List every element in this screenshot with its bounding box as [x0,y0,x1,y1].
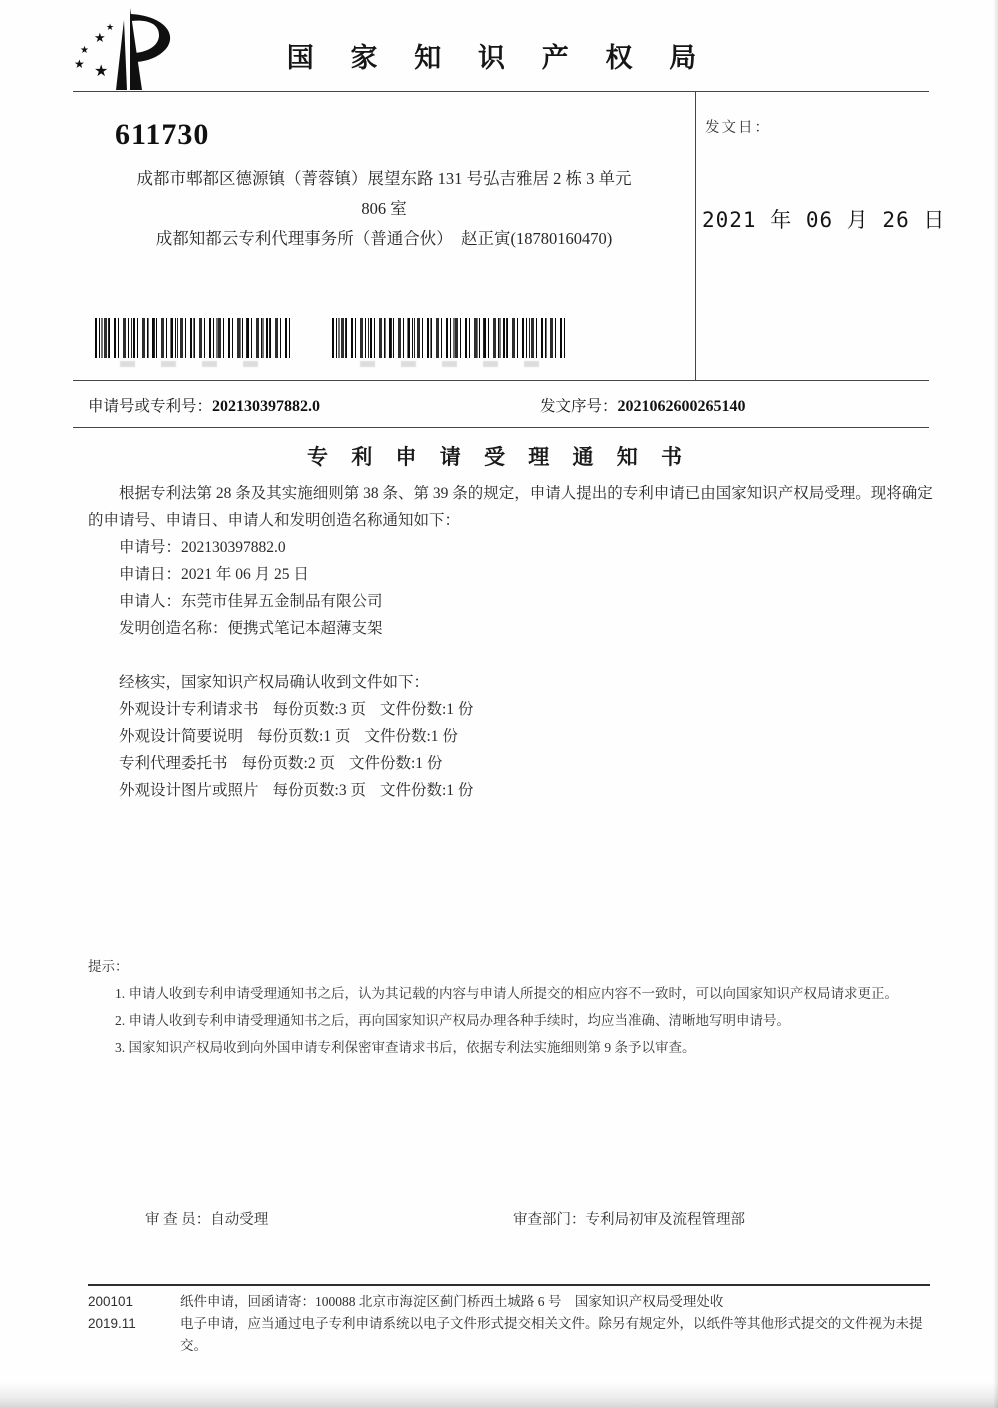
file-name: 专利代理委托书 [119,755,228,772]
svg-text:★: ★ [106,22,115,32]
field-label: 发明创造名称： [119,620,228,637]
field-application-number [88,534,933,561]
field-label: 申请号： [119,539,182,556]
received-files-intro: 经核实，国家知识产权局确认收到文件如下： [119,674,430,691]
file-name: 外观设计简要说明 [119,728,244,745]
file-pages: 每份页数:1 页 [257,728,351,745]
footer-notes [180,1291,932,1357]
file-copies: 文件份数:1 份 [379,782,474,799]
barcode-caption-right [360,361,545,367]
department-field [513,1208,745,1229]
page-right-shadow [993,0,998,1408]
received-file-row [88,723,933,750]
application-number-label: 申请号或专利号： [88,398,213,415]
examiner-field [145,1208,268,1229]
tip-item-3: 3. 国家知识产权局收到向外国申请专利保密审查请求书后，依据专利法实施细则第 9 条予以审查。 [115,1040,696,1055]
received-file-row [88,777,933,804]
tip-item-2: 2. 申请人收到专利申请受理通知书之后，再向国家知识产权局办理各种手续时，均应当准确、清晰地写明申请号。 [115,1013,790,1028]
address-line-2: 806 室 [361,199,407,218]
field-label: 申请人： [119,593,182,610]
field-value: 2021 年 06 月 25 日 [181,566,309,583]
field-value: 便携式笔记本超薄支架 [227,620,383,637]
file-name: 外观设计图片或照片 [119,782,259,799]
tips-section [88,953,936,1061]
form-code: 200101 [88,1294,134,1309]
blank-line [88,642,933,669]
address-line-3: 成都知都云专利代理事务所（普通合伙） 赵正寅(18780160470) [155,229,613,248]
page-bottom-shadow [0,1382,998,1408]
file-pages: 每份页数:3 页 [272,782,366,799]
file-name: 外观设计专利请求书 [119,701,259,718]
application-number-value: 202130397882.0 [212,398,321,415]
org-title: 国 家 知 识 产 权 局 [286,43,712,73]
file-copies: 文件份数:1 份 [348,755,443,772]
form-version: 2019.11 [88,1316,136,1331]
file-pages: 每份页数:3 页 [272,701,366,718]
postal-code: 611730 [115,118,210,151]
received-file-row [88,696,933,723]
file-copies: 文件份数:1 份 [379,701,474,718]
field-invention-title [88,615,933,642]
serial-number-label: 发文序号： [540,398,618,415]
footer-note-electronic: 电子申请，应当通过电子专利申请系统以电子文件形式提交相关文件。除另有规定外，以纸件等其他形式提交的文件视为未提交。 [180,1316,923,1353]
serial-number-value: 2021062600265140 [617,398,746,415]
serial-number-field [540,394,746,416]
field-filing-date [88,561,933,588]
file-copies: 文件份数:1 份 [364,728,458,745]
file-pages: 每份页数:2 页 [241,755,335,772]
examiner-value: 自动受理 [210,1212,269,1228]
barcode-application-number [95,318,292,358]
recipient-address-block [73,164,695,254]
barcode-serial-number [332,318,568,358]
footer-note-paper: 纸件申请，回函请寄：100088 北京市海淀区蓟门桥西土城路 6 号 国家知识产权局受理处收 [180,1294,724,1309]
footer-rule [88,1284,930,1286]
examiner-label: 审 查 员： [145,1212,211,1228]
address-line-1: 成都市郫都区德源镇（菁蓉镇）展望东路 131 号弘吉雅居 2 栋 3 单元 [136,169,632,188]
svg-text:★: ★ [94,63,109,80]
svg-text:★: ★ [80,45,89,56]
tips-label: 提示： [88,959,129,974]
field-label: 申请日： [119,566,182,583]
field-value: 东莞市佳昇五金制品有限公司 [181,593,383,610]
field-applicant [88,588,933,615]
svg-text:★: ★ [74,57,85,71]
application-number-field [88,394,320,416]
received-file-row [88,750,933,777]
field-value: 202130397882.0 [181,539,286,556]
notice-body [88,480,933,804]
tip-item-1: 1. 申请人收到专利申请受理通知书之后，认为其记载的内容与申请人所提交的相应内容不一致时，可以向国家知识产权局请求更正。 [115,986,898,1001]
header-top-rule [73,91,929,92]
department-label: 审查部门： [513,1212,586,1228]
footer-form-codes [88,1291,136,1335]
department-value: 专利局初审及流程管理部 [585,1212,745,1228]
notice-box-bottom-rule [73,380,929,381]
barcode-caption-left [120,361,270,367]
issue-date-value: 2021 年 06 月 26 日 [702,208,946,232]
issue-box-divider [695,91,696,380]
body-intro: 根据专利法第 28 条及其实施细则第 38 条、第 39 条的规定，申请人提出的专利申请已由国家知识产权局受理。现将确定的申请号、申请日、申请人和发明创造名称通知如下： [88,485,933,529]
ref-row-bottom-rule [73,427,929,428]
document-title: 专 利 申 请 受 理 通 知 书 [307,445,691,469]
svg-text:★: ★ [94,30,106,45]
issue-date-label: 发文日： [705,120,771,136]
